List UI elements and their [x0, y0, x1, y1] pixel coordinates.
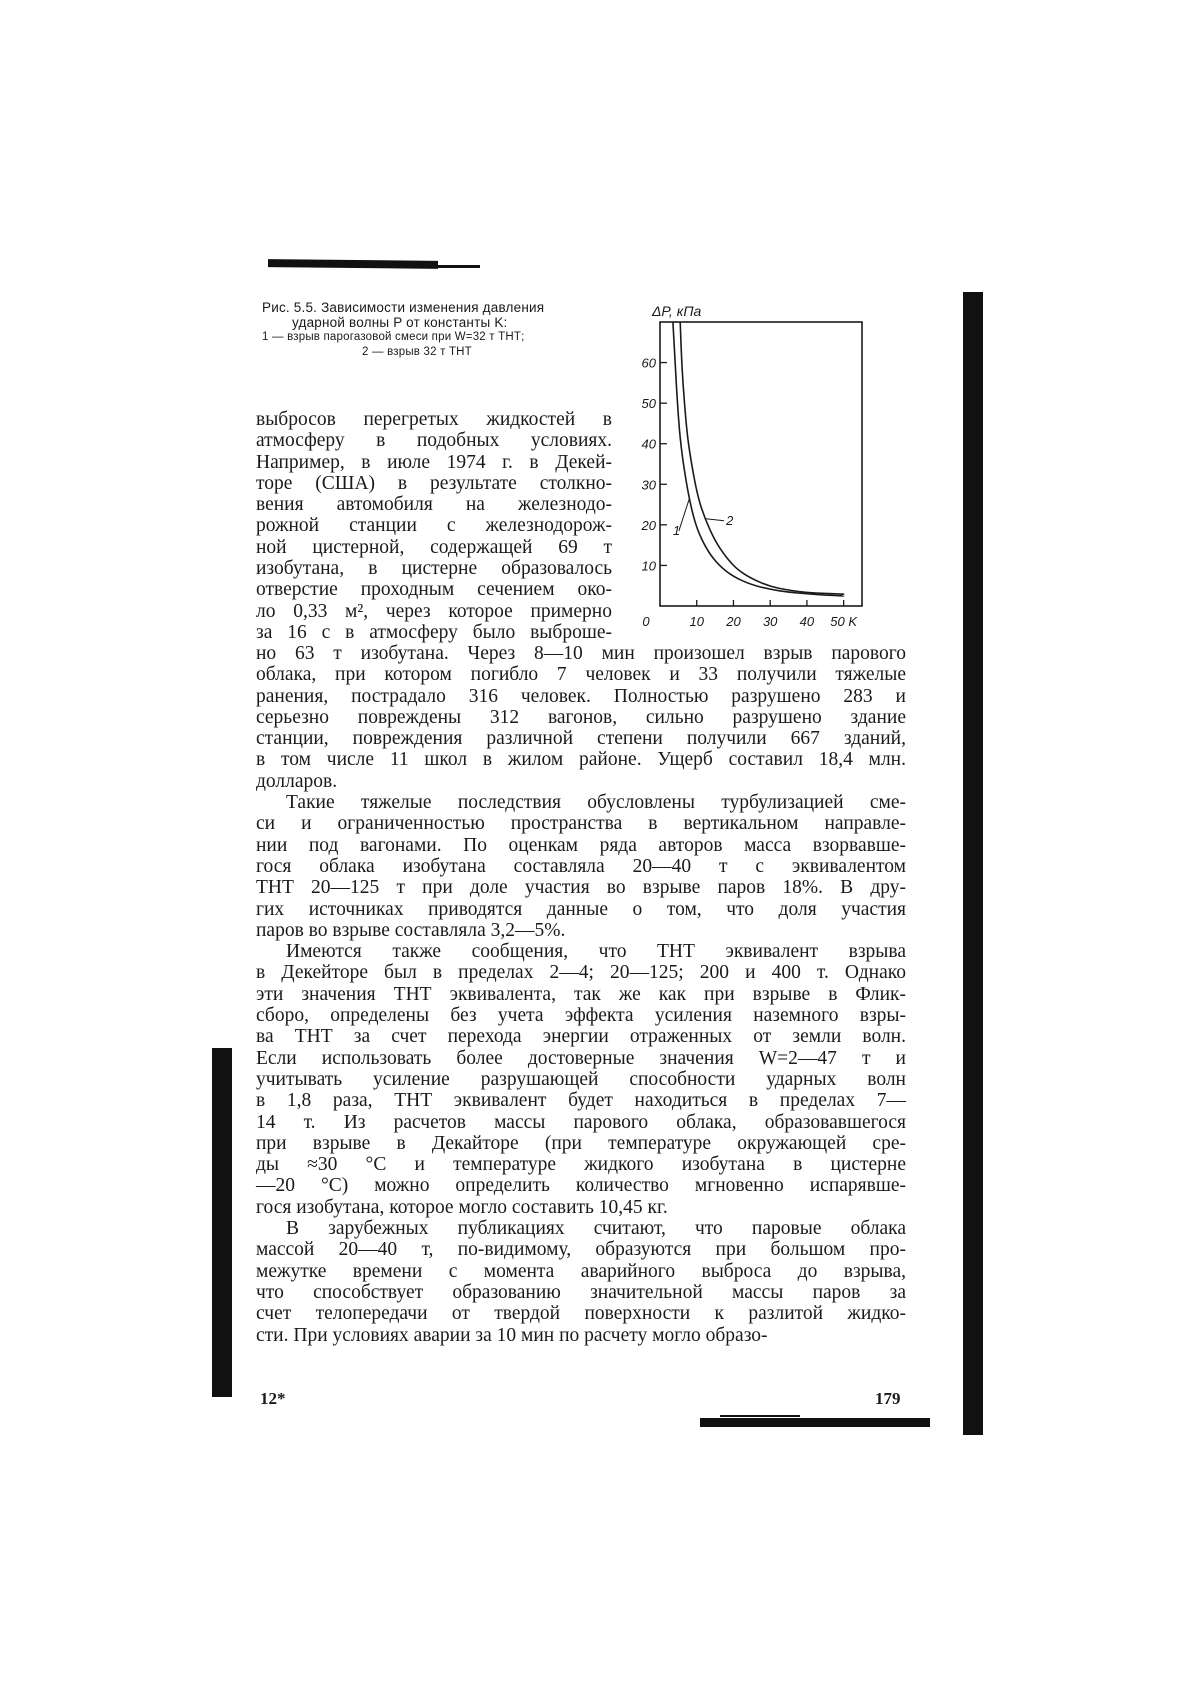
text-line: ТНТ 20—125 т при доле участия во взрыве паров 18%. В дру-: [256, 877, 906, 899]
text-line: ной цистерной, содержащей 69 т: [256, 536, 612, 558]
text-line: сборо, определены без учета эффекта усиления наземного взры-: [256, 1005, 906, 1027]
text-line: массой 20—40 т, по-видимому, образуются при большом про-: [256, 1239, 906, 1261]
y-tick-label: 60: [641, 355, 656, 371]
text-line: в том числе 11 школ в жилом районе. Ущерб составил 18,4 млн.: [256, 749, 906, 771]
text-line: гося облака изобутана составляла 20—40 т с эквивалентом: [256, 855, 906, 877]
series-line-2: [680, 322, 843, 594]
y-axis-label: ΔP, кПа: [652, 303, 702, 319]
x-tick-label: 20: [726, 614, 741, 629]
text-line: межутке времени с момента аварийного выброса до взрыва,: [256, 1260, 906, 1282]
x-tick-label: 40: [799, 614, 815, 629]
text-line: ва ТНТ за счет перехода энергии отраженных от земли волн.: [256, 1026, 906, 1048]
x-tick-label: 0: [642, 614, 650, 629]
text-line: учитывать усиление разрушающей способности ударных волн: [256, 1068, 906, 1090]
caption-subtitle: ударной волны P от константы K:: [292, 315, 508, 330]
signature-mark: 12*: [260, 1389, 286, 1408]
y-tick-label: 50: [641, 396, 656, 412]
page-number: 179: [875, 1389, 901, 1408]
text-line: Например, в июле 1974 г. в Декей-: [256, 451, 612, 473]
leader-line-1: [679, 498, 690, 530]
text-line: что способствует образованию значительной массы паров за: [256, 1281, 906, 1303]
x-tick-label: 30: [762, 614, 778, 629]
body-text-narrow: [256, 409, 612, 643]
text-line: отверстие проходным сечением око-: [256, 579, 612, 601]
text-line: изобутана, в цистерне образовалось: [256, 558, 612, 580]
text-line: облака, при котором погибло 7 человек и 33 получили тяжелые: [256, 664, 906, 686]
text-line: гося изобутана, которое могло составить 10,45 кг.: [256, 1196, 668, 1218]
text-line: сти. При условиях аварии за 10 мин по расчету могло образо-: [256, 1324, 768, 1346]
curve-label-1: 1: [672, 522, 681, 538]
text-line: Такие тяжелые последствия обусловлены турбулизацией сме-: [286, 792, 906, 814]
text-line: атмосферу в подобных условиях.: [256, 430, 612, 452]
caption-legend-2: 2 — взрыв 32 т ТНТ: [362, 346, 472, 358]
scan-edge-bottom: [700, 1418, 930, 1427]
text-line: В зарубежных публикациях считают, что паровые облака: [286, 1218, 906, 1240]
pressure-vs-k-chart: [620, 300, 895, 645]
caption-legend-1: 1 — взрыв парогазовой смеси при W=32 т ТНТ;: [262, 331, 525, 343]
x-tick-label: 50 K: [830, 614, 858, 629]
figure-caption: [262, 300, 632, 360]
y-tick-label: 30: [641, 477, 656, 493]
text-line: Имеются также сообщения, что ТНТ эквивалент взрыва: [286, 941, 906, 963]
text-line: станции, повреждения различной степени получили 667 зданий,: [256, 728, 906, 750]
scan-edge-top-thin: [430, 265, 480, 268]
text-line: Если использовать более достоверные значения W=2—47 т и: [256, 1047, 906, 1069]
series-line-1: [673, 322, 844, 596]
scan-edge-bottom-thin: [720, 1415, 800, 1417]
text-line: в 1,8 раза, ТНТ эквивалент будет находиться в пределах 7—: [256, 1090, 906, 1112]
text-line: ранения, пострадало 316 человек. Полностью разрушено 283 и: [256, 685, 906, 707]
text-line: за 16 с в атмосферу было выброше-: [256, 621, 612, 643]
caption-title: Рис. 5.5. Зависимости изменения давления: [262, 300, 545, 315]
text-line: но 63 т изобутана. Через 8—10 мин произошел взрыв парового: [256, 643, 906, 664]
scan-edge-top: [268, 259, 438, 269]
text-line: ло 0,33 м², через которое примерно: [256, 600, 612, 622]
text-line: эти значения ТНТ эквивалента, так же как при взрыве в Флик-: [256, 983, 906, 1005]
y-tick-label: 10: [641, 558, 656, 574]
text-line: в Декейторе был в пределах 2—4; 20—125; 200 и 400 т. Однако: [256, 962, 906, 984]
plot-frame: [660, 322, 862, 606]
curve-label-2: 2: [726, 512, 734, 528]
text-line: серьезно повреждены 312 вагонов, сильно разрушено здание: [256, 706, 906, 728]
text-line: ды ≈30 °С и температуре жидкого изобутана в цистерне: [256, 1154, 906, 1176]
text-line: вения автомобиля на железнодо-: [256, 494, 612, 516]
leader-line-2: [706, 519, 724, 521]
y-tick-label: 40: [641, 436, 656, 452]
scan-edge-right: [963, 292, 983, 1435]
text-line: си и ограниченностью пространства в вертикальном направле-: [256, 813, 906, 835]
text-line: гих источниках приводятся данные о том, что доля участия: [256, 898, 906, 920]
x-tick-label: 10: [689, 614, 704, 629]
text-line: счет телопередачи от твердой поверхности к разлитой жидко-: [256, 1303, 906, 1325]
body-text-wide: [256, 643, 906, 1346]
text-line: 14 т. Из расчетов массы парового облака, образовавшегося: [256, 1111, 906, 1133]
y-tick-label: 20: [641, 517, 656, 533]
text-line: торе (США) в результате столкно-: [256, 472, 612, 494]
text-line: выбросов перегретых жидкостей в: [256, 409, 612, 430]
scan-edge-left: [212, 1048, 232, 1397]
text-line: при взрыве в Декайторе (при температуре окружающей сре-: [256, 1132, 906, 1154]
text-line: долларов.: [256, 770, 338, 792]
text-line: паров во взрыве составляла 3,2—5%.: [256, 919, 566, 941]
text-line: рожной станции с железнодорож-: [256, 515, 612, 537]
text-line: нии под вагонами. По оценкам ряда авторов масса взорвавше-: [256, 834, 906, 856]
text-line: —20 °С) можно определить количество мгновенно испарявше-: [256, 1175, 906, 1197]
